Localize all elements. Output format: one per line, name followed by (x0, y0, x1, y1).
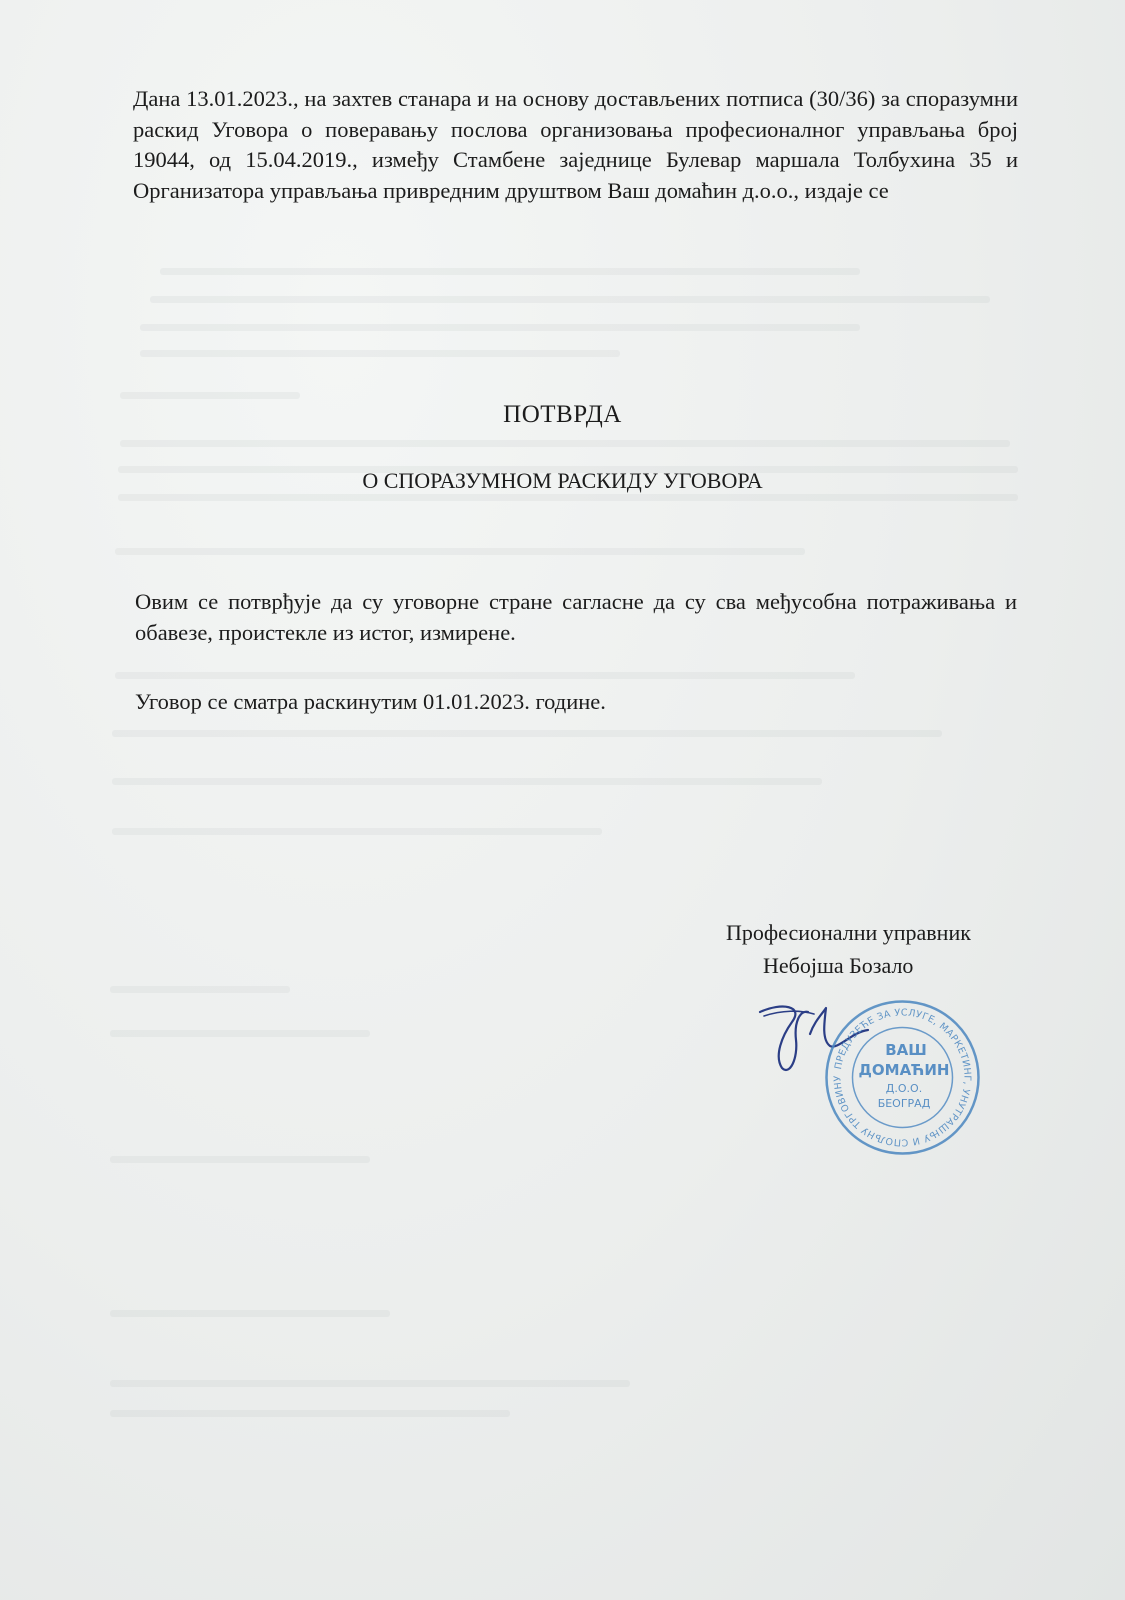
stamp-line-2: ДОМАЋИН (858, 1061, 950, 1079)
stamp-line-1: ВАШ (885, 1041, 927, 1059)
intro-paragraph: Дана 13.01.2023., на захтев станара и на основу достављених потписа (30/36) за споразумни раскид Уговора о поверавању послова организовања професионалног управљања број 19044, од 15.04.2019., између Стамбене заједнице Булевар маршала Толбухина 35 и Организатора управљања привредним друштвом Ваш домаћин д.о.о., издаје се (133, 86, 1018, 203)
termination-date-paragraph: Уговор се сматра раскинутим 01.01.2023. године. (135, 689, 606, 714)
confirmation-paragraph: Овим се потврђује да су уговорне стране сагласне да су сва међусобна потраживања и обавезе, проистекле из истог, измирене. (135, 589, 1017, 645)
signatory-name: Небојша Бозало (763, 953, 914, 978)
document-title: ПОТВРДА (503, 401, 622, 428)
signature-underline (764, 1011, 814, 1016)
signatory-role: Професионални управник (726, 920, 971, 945)
stamp-line-3: Д.О.О. (885, 1082, 923, 1095)
document-subtitle: О СПОРАЗУМНОМ РАСКИДУ УГОВОРА (362, 468, 763, 493)
stamp-line-4: БЕОГРАД (877, 1097, 931, 1110)
stamp-ring-textpath: ПРЕДУЗЕЋЕ ЗА УСЛУГЕ, МАРКЕТИНГ, УНУТРАШЊУ И СПОЉНУ ТРГОВИНУ (832, 1007, 973, 1148)
company-stamp (820, 995, 985, 1160)
